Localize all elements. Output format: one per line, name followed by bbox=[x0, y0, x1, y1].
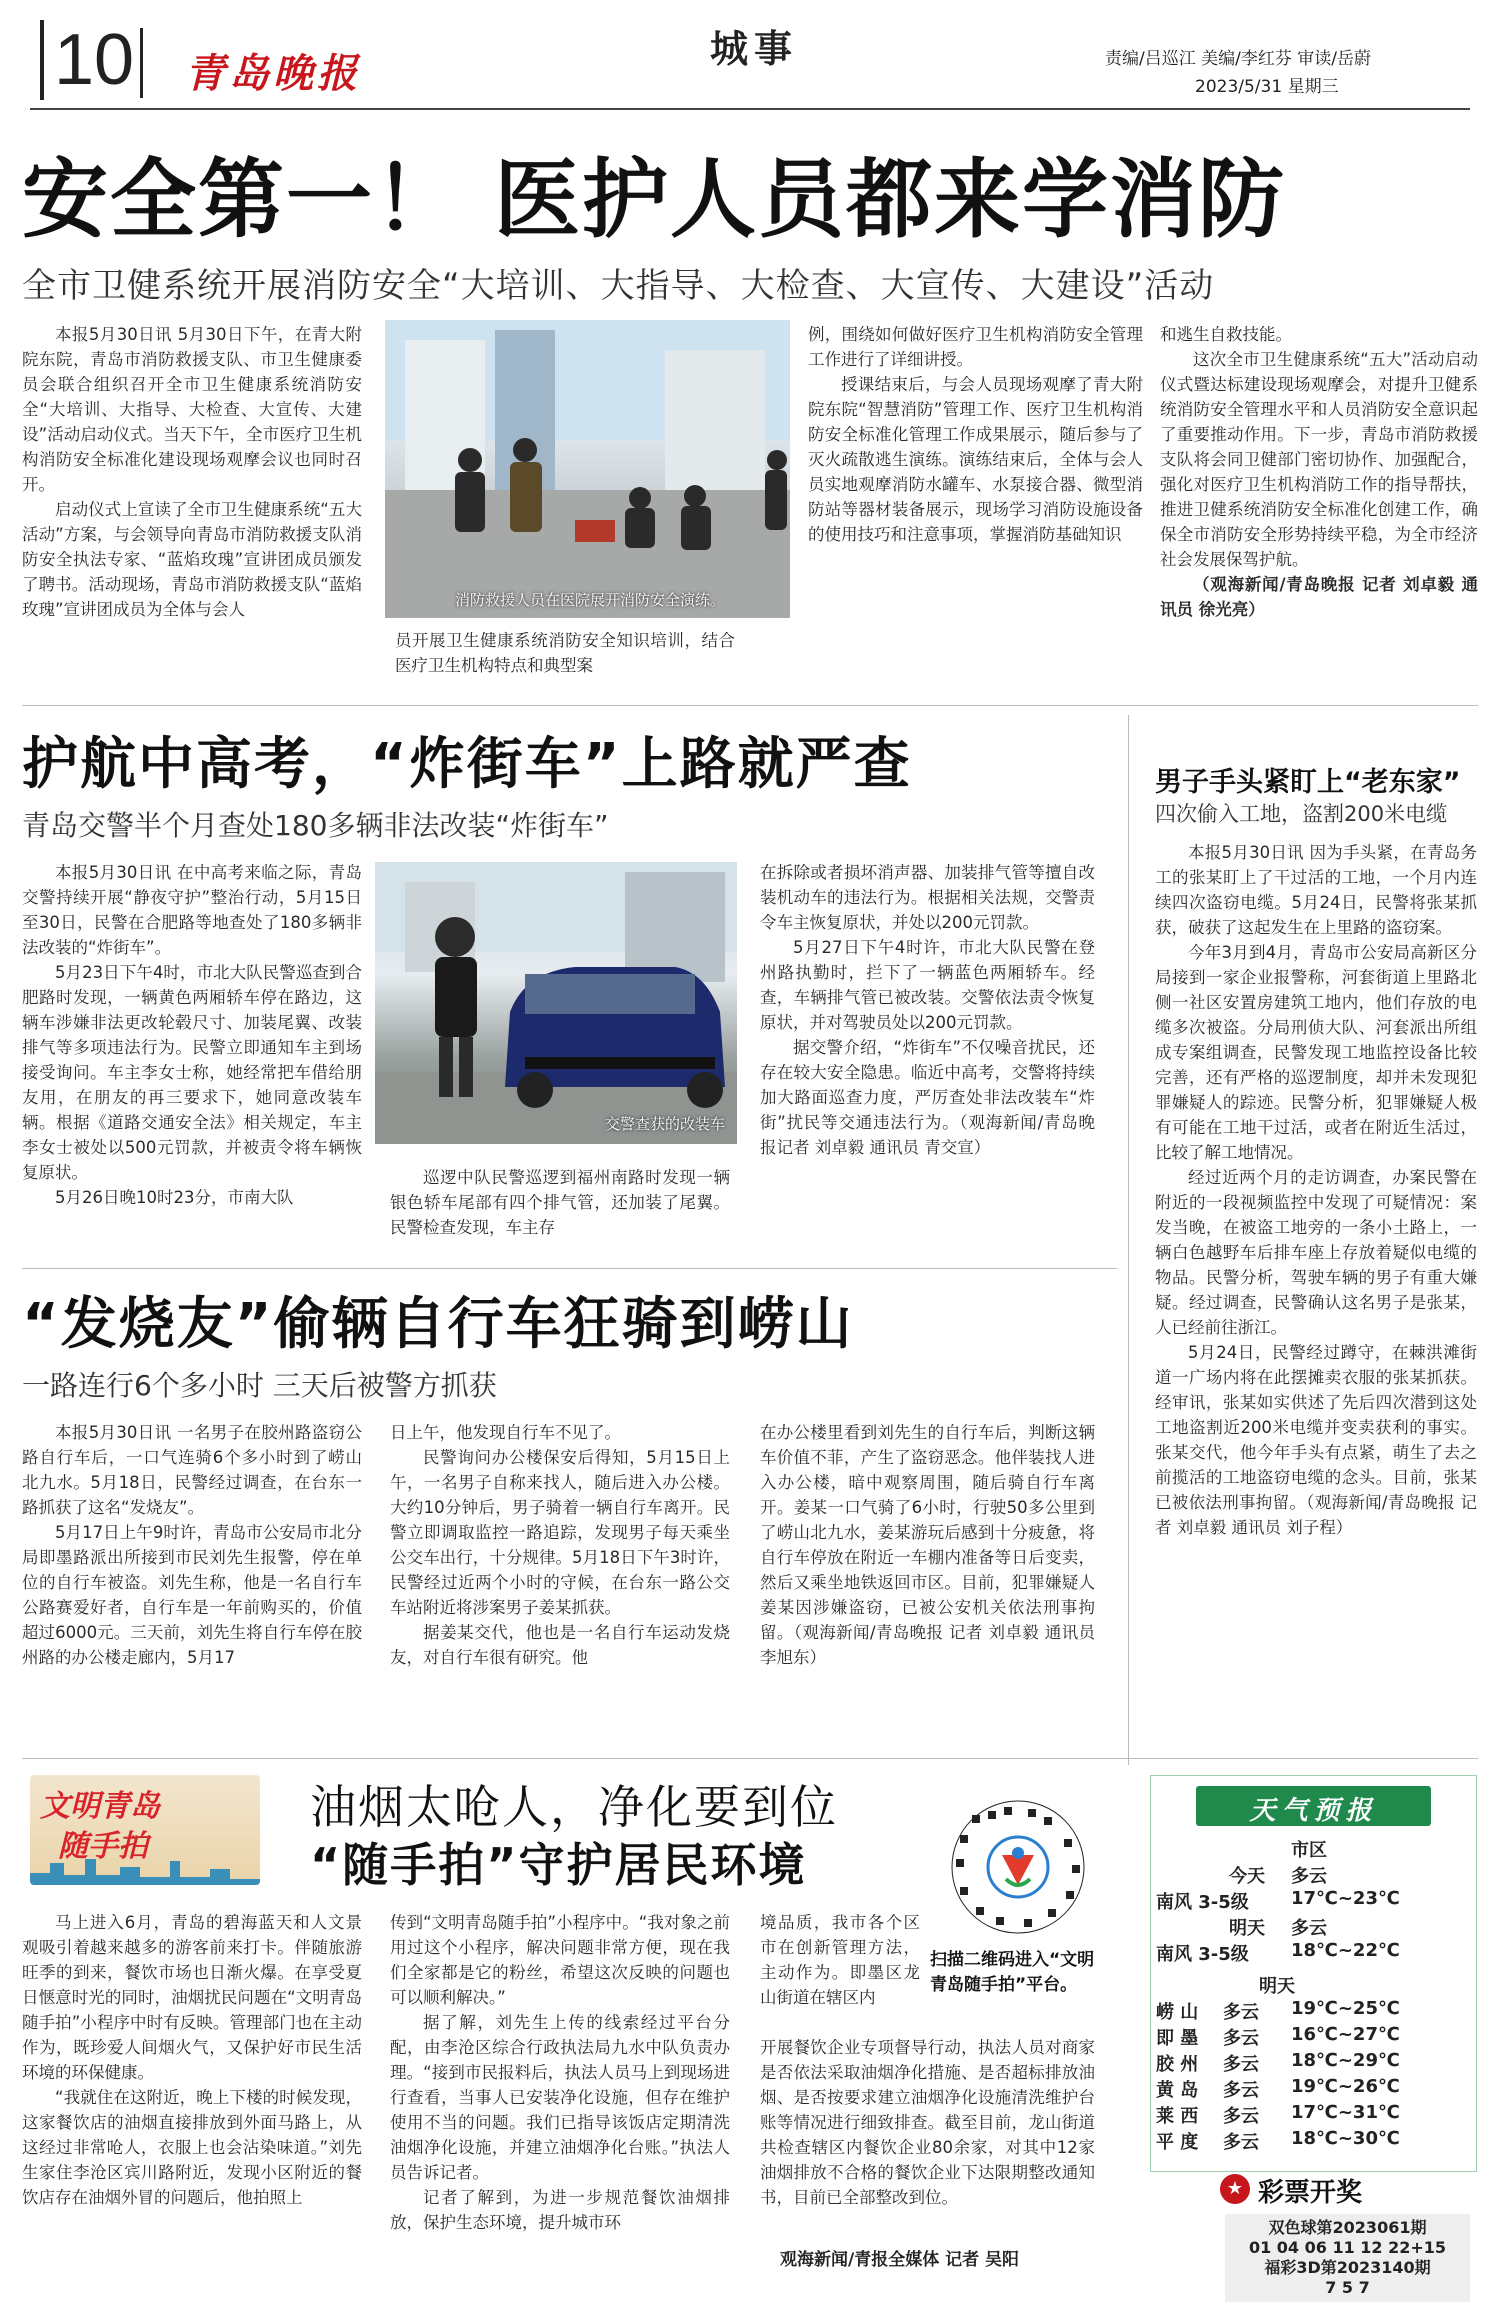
district-name: 平 度 bbox=[1156, 2132, 1199, 2153]
article2-column3 bbox=[760, 860, 1095, 1252]
article2-column1 bbox=[22, 860, 362, 1250]
modified-car-photo bbox=[375, 862, 737, 1144]
district-temp: 17℃~31℃ bbox=[1291, 2102, 1400, 2123]
district-temp: 18℃~29℃ bbox=[1291, 2050, 1400, 2071]
paragraph: 这次全市卫生健康系统“五大”活动启动仪式暨达标建设现场观摩会，对提升卫健系统消防安全管理水平和人员消防安全意识起了重要推动作用。下一步，青岛市消防救援支队将会同卫健部门密切协作、加强配合，强化对医疗卫生机构消防工作的指导帮扶，推进卫健系统消防安全标准化创建工作，确保全市消防安全形势持续平稳，为全市经济社会发展保驾护航。 bbox=[1160, 350, 1478, 569]
district-temp: 18℃~30℃ bbox=[1291, 2128, 1400, 2149]
paragraph: 5月26日晚10时23分，市南大队 bbox=[55, 1188, 294, 1207]
article4-headline: “发烧友”偷辆自行车狂骑到崂山 bbox=[22, 1292, 854, 1357]
paragraph: 和逃生自救技能。 bbox=[1160, 325, 1292, 344]
paragraph: 本报5月30日讯 5月30日下午，在青大附院东院，青岛市消防救援支队、市卫生健康委员会联合组织召开全市卫生健康系统消防安全“大培训、大指导、大检查、大宣传、大建设”活动启动仪式。当天下午，全市医疗卫生机构消防安全标准化建设现场观摩会议也同时召开。 bbox=[22, 325, 362, 494]
lottery-line: 01 04 06 11 12 22+15 bbox=[1248, 2238, 1447, 2257]
district-name: 崂 山 bbox=[1156, 2002, 1199, 2023]
article1-headline: 安全第一！ 医护人员都来学消防 bbox=[22, 150, 1286, 250]
paragraph: 经过近两个月的走访调查，办案民警在附近的一段视频监控中发现了可疑情况：案发当晚，在被盗工地旁的一条小土路上，一辆白色越野车后排车座上存放着疑似电缆的物品。民警分析，驾驶车辆的男子有重大嫌疑。经过调查，民警确认这名男子是张某，人已经前往浙江。 bbox=[1155, 1168, 1477, 1337]
paragraph: 境品质，我市各个区市在创新管理方法，主动作为。即墨区龙山街道在辖区内 bbox=[760, 1913, 920, 2007]
date-line: 2023/5/31 星期三 bbox=[1195, 77, 1339, 97]
district-condition: 多云 bbox=[1223, 2080, 1259, 2101]
weather-title-bar bbox=[1196, 1786, 1431, 1826]
paragraph: 记者了解到，为进一步规范餐饮油烟排放，保护生态环境，提升城市环 bbox=[390, 2188, 730, 2232]
district-row bbox=[1151, 2024, 1476, 2050]
paragraph: 巡逻中队民警巡逻到福州南路时发现一辆银色轿车尾部有四个排气管，还加装了尾翼。民警检查发现，车主存 bbox=[390, 1168, 730, 1237]
paragraph: 启动仪式上宣读了全市卫生健康系统“五大活动”方案，与会领导向青岛市消防救援支队消防安全执法专家、“蓝焰玫瑰”宣讲团成员颁发了聘书。活动现场，青岛市消防救援支队“蓝焰玫瑰”宣讲团成员为全体与会人 bbox=[22, 500, 362, 619]
paragraph: 5月17日上午9时许，青岛市公安局市北分局即墨路派出所接到市民刘先生报警，停在单位的自行车被盗。刘先生称，他是一名自行车公路赛爱好者，自行车是一年前购买的，价值超过6000元。三天前，刘先生将自行车停在胶州路的办公楼走廊内，5月17 bbox=[22, 1523, 362, 1667]
badge-subtitle: 随手拍 bbox=[58, 1829, 148, 1864]
weather-city-label: 市区 bbox=[1291, 1840, 1327, 1861]
weather-tomorrow-temp: 18℃~22℃ bbox=[1291, 1940, 1400, 1961]
paragraph: 本报5月30日讯 因为手头紧，在青岛务工的张某盯上了干过活的工地，一个月内连续四次盗窃电缆。5月24日，民警将张某抓获，破获了这起发生在上里路的盗窃案。 bbox=[1155, 843, 1477, 937]
qr-code[interactable] bbox=[932, 1795, 1104, 1940]
district-condition: 多云 bbox=[1223, 2132, 1259, 2153]
district-condition: 多云 bbox=[1223, 2054, 1259, 2075]
paragraph: “我就住在这附近，晚上下楼的时候发现，这家餐饮店的油烟直接排放到外面马路上，从这经过非常呛人，衣服上也会沾染味道。”刘先生家住李沧区宾川路附近，发现小区附近的餐饮店存在油烟外冒的问题后，他拍照上 bbox=[22, 2088, 362, 2207]
weather-today-wind: 南风 3-5级 bbox=[1156, 1892, 1249, 1913]
weather-today-temp: 17℃~23℃ bbox=[1291, 1888, 1400, 1909]
photo-caption: 交警查获的改装车 bbox=[604, 1115, 725, 1133]
article5-byline: 观海新闻/青报全媒体 记者 吴阳 bbox=[780, 2250, 1020, 2270]
paragraph: 民警询问办公楼保安后得知，5月15日上午，一名男子自称来找人，随后进入办公楼。大约10分钟后，男子骑着一辆自行车离开。民警立即调取监控一路追踪，发现男子每天乘坐公交车出行，十分规律。5月18日下午3时许，民警经过近两个小时的守候，在台东一路公交车站附近将涉案男子姜某抓获。 bbox=[390, 1448, 730, 1617]
article3-body bbox=[1155, 840, 1477, 1738]
district-row bbox=[1151, 2050, 1476, 2076]
weather-district-table bbox=[1151, 1998, 1476, 2154]
lottery-icon: ★ bbox=[1220, 2174, 1250, 2204]
lottery-line: 7 5 7 bbox=[1325, 2278, 1370, 2297]
paragraph: 本报5月30日讯 在中高考来临之际，青岛交警持续开展“静夜守护”整治行动，5月15日至30日，民警在合肥路等地查处了180多辆非法改装的“炸街车”。 bbox=[22, 863, 362, 957]
byline: （观海新闻/青岛晚报 记者 刘卓毅 通讯员 徐光亮） bbox=[1160, 575, 1478, 619]
qr-caption: 扫描二维码进入“文明青岛随手拍”平台。 bbox=[930, 1950, 1095, 1995]
paragraph: 传到“文明青岛随手拍”小程序中。“我对象之前用过这个小程序，解决问题非常方便，现在我们全家都是它的粉丝，希望这次反映的问题也可以顺利解决。” bbox=[390, 1913, 730, 2007]
city-skyline-icon bbox=[30, 1855, 260, 1885]
lottery-box bbox=[1220, 2168, 1475, 2300]
article5-column3b bbox=[760, 2035, 1095, 2240]
article5-column1 bbox=[22, 1910, 362, 2285]
article3-headline: 男子手头紧盯上“老东家” bbox=[1155, 767, 1461, 798]
weather-title: 天气预报 bbox=[1249, 1796, 1378, 1826]
article5-column2 bbox=[390, 1910, 730, 2285]
paragraph: 5月23日下午4时，市北大队民警巡查到合肥路时发现，一辆黄色两厢轿车停在路边，这辆车涉嫌非法更改轮毂尺寸、加装尾翼、改装排气等多项违法行为。民警立即通知车主到场接受询问。车主李女士称，她经常把车借给朋友用，在朋友的再三要求下，她同意改装车辆。根据《道路交通安全法》相关规定，车主李女士被处以500元罚款，并被责令将车辆恢复原状。 bbox=[22, 963, 362, 1182]
article4-column1 bbox=[22, 1420, 362, 1738]
page-number: 10 bbox=[40, 20, 134, 100]
district-row bbox=[1151, 2076, 1476, 2102]
article2-column2 bbox=[390, 1165, 730, 1245]
paragraph: 据了解，刘先生上传的线索经过平台分配，由李沧区综合行政执法局九水中队负责办理。“接到市民报料后，执法人员马上到现场进行查看，当事人已安装净化设施，但存在维护使用不当的问题。我们已指导该饭店定期清洗油烟净化设施，并建立油烟净化台账。”执法人员告诉记者。 bbox=[390, 2013, 730, 2182]
paragraph: 本报5月30日讯 一名男子在胶州路盗窃公路自行车后，一口气连骑6个多小时到了崂山北九水。5月18日，民警经过调查，在台东一路抓获了这名“发烧友”。 bbox=[22, 1423, 362, 1517]
paragraph: 在拆除或者损坏消声器、加装排气管等擅自改装机动车的违法行为。根据相关法规，交警责令车主恢复原状，并处以200元罚款。 bbox=[760, 863, 1095, 932]
weather-today-condition: 多云 bbox=[1291, 1866, 1327, 1887]
article5-headline-line2: “随手拍”守护居民环境 bbox=[310, 1838, 807, 1892]
district-name: 胶 州 bbox=[1156, 2054, 1199, 2075]
paragraph: 员开展卫生健康系统消防安全知识培训，结合医疗卫生机构特点和典型案 bbox=[395, 631, 735, 675]
district-condition: 多云 bbox=[1223, 2106, 1259, 2127]
editors-line: 责编/吕巡江 美编/李红芬 审读/岳蔚 bbox=[1105, 49, 1371, 69]
photo-caption: 消防救援人员在医院展开消防安全演练。 bbox=[455, 591, 726, 609]
article5-headline-line1: 油烟太呛人，净化要到位 bbox=[310, 1780, 838, 1834]
wenming-badge bbox=[30, 1775, 260, 1885]
district-row bbox=[1151, 1998, 1476, 2024]
paper-name-logo: 青岛晚报 bbox=[185, 50, 361, 97]
paragraph: 在办公楼里看到刘先生的自行车后，判断这辆车价值不菲，产生了盗窃恶念。他伴装找人进入办公楼，暗中观察周围，随后骑自行车离开。姜某一口气骑了6小时，行驶50多公里到了崂山北九水，姜某游玩后感到十分疲惫，将自行车停放在附近一车棚内准备等日后变卖，然后又乘坐地铁返回市区。目前，犯罪嫌疑人姜某因涉嫌盗窃，已被公安机关依法刑事拘留。（观海新闻/青岛晚报 记者 刘卓毅 通讯员 李旭东） bbox=[760, 1423, 1095, 1667]
paragraph: 例，围绕如何做好医疗卫生机构消防安全管理工作进行了详细讲授。 bbox=[808, 325, 1143, 369]
weather-tomorrow-wind: 南风 3-5级 bbox=[1156, 1944, 1249, 1965]
paragraph: 据姜某交代，他也是一名自行车运动发烧友，对自行车很有研究。他 bbox=[390, 1623, 730, 1667]
weather-districts-label: 明天 bbox=[1259, 1976, 1295, 1997]
paragraph: 据交警介绍，“炸街车”不仅噪音扰民，还存在较大安全隐患。临近中高考，交警将持续加大路面巡查力度，严厉查处非法改装车“炸街”扰民等交通违法行为。（观海新闻/青岛晚报记者 刘卓毅 通讯员 青交宣） bbox=[760, 1038, 1095, 1157]
lottery-line: 双色球第2023061期 bbox=[1268, 2218, 1427, 2237]
district-row bbox=[1151, 2102, 1476, 2128]
district-condition: 多云 bbox=[1223, 2028, 1259, 2049]
article1-column1 bbox=[22, 322, 362, 682]
article2-headline: 护航中高考，“炸街车”上路就严查 bbox=[22, 732, 912, 797]
paragraph: 5月27日下午4时许，市北大队民警在登州路执勤时，拦下了一辆蓝色两厢轿车。经查，车辆排气管已被改装。交警依法责令恢复原状，并对驾驶员处以200元罚款。 bbox=[760, 938, 1095, 1032]
paragraph: 今年3月到4月，青岛市公安局高新区分局接到一家企业报警称，河套街道上里路北侧一社区安置房建筑工地内，他们存放的电缆多次被盗。分局刑侦大队、河套派出所组成专案组调查，民警发现工地监控设备比较完善，还有严格的巡逻制度，却并未发现犯罪嫌疑人的踪迹。民警分析，犯罪嫌疑人极有可能在工地干过活，或者在附近生活过，比较了解工地情况。 bbox=[1155, 943, 1477, 1162]
paragraph: 开展餐饮企业专项督导行动，执法人员对商家是否依法采取油烟净化措施、是否超标排放油烟、是否按要求建立油烟净化设施清洗维护台账等情况进行细致排查。截至目前，龙山街道共检查辖区内餐饮企业80余家，对其中12家油烟排放不合格的餐饮企业下达限期整改通知书，目前已全部整改到位。 bbox=[760, 2038, 1095, 2207]
district-name: 即 墨 bbox=[1156, 2028, 1199, 2049]
fire-drill-photo bbox=[385, 320, 790, 618]
weather-today-label: 今天 bbox=[1229, 1866, 1265, 1887]
paragraph: 日上午，他发现自行车不见了。 bbox=[390, 1423, 621, 1442]
district-row bbox=[1151, 2128, 1476, 2154]
article1-column3 bbox=[808, 322, 1143, 682]
article1-subhead: 全市卫健系统开展消防安全“大培训、大指导、大检查、大宣传、大建设”活动 bbox=[22, 266, 1215, 306]
district-temp: 19℃~25℃ bbox=[1291, 1998, 1400, 2019]
paragraph: 5月24日，民警经过蹲守，在棘洪滩街道一广场内将在此摆摊卖衣服的张某抓获。经审讯，张某如实供述了先后四次潜到这处工地盗割近200米电缆并变卖获利的事实。张某交代，他今年手头有点紧，萌生了去之前揽活的工地盗窃电缆的念头。目前，张某已被依法刑事拘留。（观海新闻/青岛晚报 记者 刘卓毅 通讯员 刘子程） bbox=[1155, 1343, 1477, 1537]
lottery-title: 彩票开奖 bbox=[1258, 2178, 1363, 2208]
article4-column3 bbox=[760, 1420, 1095, 1738]
article1-column4 bbox=[1160, 322, 1478, 684]
article4-subhead: 一路连行6个多小时 三天后被警方抓获 bbox=[22, 1369, 497, 1402]
lottery-results bbox=[1225, 2214, 1470, 2302]
lottery-line: 福彩3D第2023140期 bbox=[1264, 2258, 1431, 2277]
district-temp: 16℃~27℃ bbox=[1291, 2024, 1400, 2045]
article1-column2 bbox=[395, 628, 735, 682]
article4-column2 bbox=[390, 1420, 730, 1738]
weather-box bbox=[1150, 1775, 1477, 2172]
section-name: 城事 bbox=[710, 27, 799, 71]
badge-title: 文明青岛 bbox=[40, 1789, 160, 1824]
paragraph: 授课结束后，与会人员现场观摩了青大附院东院“智慧消防”管理工作、医疗卫生机构消防安全标准化管理工作成果展示，随后参与了灭火疏散逃生演练。演练结束后，全体与会人员实地观摩消防水罐车、水泵接合器、微型消防站等器材装备展示，现场学习消防设施设备的使用技巧和注意事项，掌握消防基础知识 bbox=[808, 375, 1143, 544]
weather-tomorrow-label: 明天 bbox=[1229, 1918, 1265, 1939]
district-temp: 19℃~26℃ bbox=[1291, 2076, 1400, 2097]
article2-subhead: 青岛交警半个月查处180多辆非法改装“炸街车” bbox=[22, 809, 609, 842]
district-name: 莱 西 bbox=[1156, 2106, 1199, 2127]
district-name: 黄 岛 bbox=[1156, 2080, 1199, 2101]
weather-tomorrow-condition: 多云 bbox=[1291, 1918, 1327, 1939]
article5-column3a bbox=[760, 1910, 920, 2035]
article3-subhead: 四次偷入工地，盗割200米电缆 bbox=[1155, 802, 1448, 826]
district-condition: 多云 bbox=[1223, 2002, 1259, 2023]
paragraph: 马上进入6月，青岛的碧海蓝天和人文景观吸引着越来越多的游客前来打卡。伴随旅游旺季的到来，餐饮市场也日渐火爆。在享受夏日惬意时光的同时，油烟扰民问题在“文明青岛随手拍”小程序中时有反映。管理部门也在主动作为，既珍爱人间烟火气，又保护好市民生活环境的环保健康。 bbox=[22, 1913, 362, 2082]
